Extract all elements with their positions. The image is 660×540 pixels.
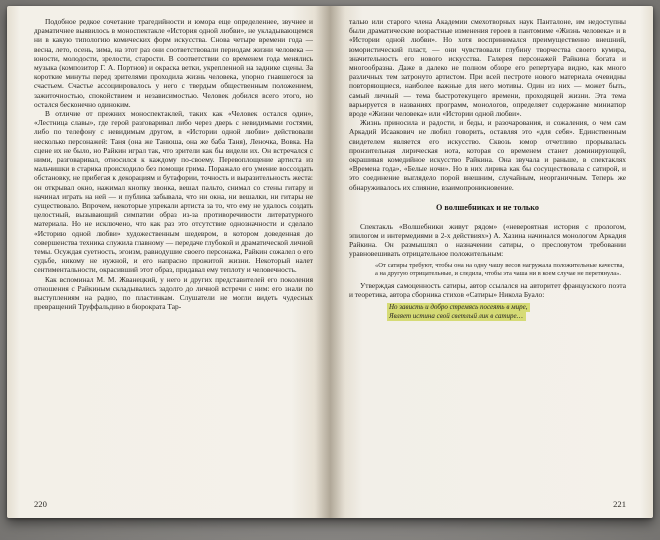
paragraph: талью или старого члена Академии смехотворных наук Панталоне, им недоступны были драматические возрастные изменения героев в пантомиме «Жизнь человека» и в «Истории одной любви». Но хотя воспринимался преимущественно внешний, юмористический пласт, — они чувствовали глубину творчества своего кумира, значительность его нового искусства. Галерея персонажей Райкина богата и многообразна. Даже в далеко не полном обзоре его репертуара видно, как много различных тем затронуто артистом. При всей пестроте нового материала очевидны повторяющиеся, наиболее важные для него мотивы. Один из них — может быть, самый личный — тема быстротекущего времени, проходящей жизни. Эта тема варьируется в названиях программ, монологов, определяет содержание миниатюр вроде «Жизни человека» или «Истории одной любви». bbox=[349, 17, 626, 119]
paragraph: Подобное редкое сочетание трагедийности и юмора еще определеннее, звучнее и драматичнее выявилось в моноспектакле «История одной любви», не укладывающемся ни в какую типологию комических форм искусства. Снова четыре времени года — весна, лето, осень, зима, на этот раз они соответствовали периодам жизни человека — юности, молодости, зрелости, старости. В соответствии со временем года менялись музыка (композитор Г. А. Портнов) и окраска ветки, укрепленной на заднике сцены. За короткие минуты перед зрителями проходила жизнь человека, упорно гнавшегося за счастьем. Счастье ассоциировалось у него с твердым общественным положением, зажиточностью, спокойствием и независимостью. Человек добился всего этого, но остался бесконечно одиноким. bbox=[34, 17, 313, 109]
right-page-text-block bbox=[349, 17, 626, 492]
verse-line: Но зависть и добро стремясь посеять в мире, bbox=[387, 303, 530, 312]
verse-line: Являет истина свой светлый лик в сатире… bbox=[387, 312, 526, 321]
paragraph: В отличие от прежних моноспектаклей, таких как «Человек остался один», «Лестница славы», где герой разговаривал либо через дверь с невидимыми гостями, либо по телефону с невидимым другом, в «Истории одной любви» действовали несколько персонажей: Таня (она же Танюша, она же баба Таня), Леночка, Вовка. На сцене их не было, но Райкин играл так, что зрители как бы видели их. Он встречался с ними, разговаривал, относился к каждому по-своему. Перевоплощение артиста из мальчишки в старика происходило без помощи грима. Поражало его умение воссоздать обстановку, не прибегая к декорациям и бутафории, точность и выразительность жеста: он открывал окно, нажимал кнопку звонка, вешал пальто, снимал со стены гитару и начинал играть на ней — и публика забывала, что ни окна, ни вешалки, ни гитары не существовало. Впрочем, некоторые упрекали артиста за то, что ему не удалось создать целостный, вызывающий симпатии образ из-за противоречивости литературного материала. Но не исключено, что как раз это отсутствие однозначности и сделало «Историю одной любви» художественным шедевром, в котором доведенная до совершенства техника служила главному — передаче глубокой и драматической личной темы. Осуждая суетность, эгоизм, равнодушие своего персонажа, Райкин сожалел о его судьбе, никому не нужной, и его напрасно прожитой жизни. Некоторый налет сентиментальности, окрасивший этот образ, придавал ему теплоту и человечность. bbox=[34, 109, 313, 275]
paragraph: Жизнь приносила и радости, и беды, и разочарования, и сожаления, о чем сам Аркадий Исаакович не любил говорить, оставляя это «для себя». Единственным свидетелем является его искусство. Сквозь юмор отчетливо прорывалась пронзительная лирическая нота, которая со временем станет доминирующей, окрашивая комедийное искусство Райкина. Она звучала и раньше, в спектаклях «Времена года», «Белые ночи». Но в них лирика как бы сосуществовала с сатирой, и это соединение выглядело порой внешним, случайным, неорганичным. Теперь же обнаруживалось их слияние, взаимопроникновение. bbox=[349, 118, 626, 192]
left-page-text-block bbox=[34, 17, 313, 492]
right-page bbox=[330, 6, 653, 518]
block-quote: «От сатиры требуют, чтобы она на одну чашу весов нагружала положительные качества, а на другую отрицательные, и следила, чтобы эта чаша ни в коем случае не перетянула». bbox=[375, 261, 624, 277]
page-number-right: 221 bbox=[613, 499, 626, 509]
book-spread bbox=[7, 6, 653, 518]
verse-quote bbox=[387, 303, 626, 322]
left-page bbox=[7, 6, 330, 518]
paragraph: Спектакль «Волшебники живут рядом» («невероятная история с прологом, эпилогом и интермедиями в 2-х действиях») А. Хазина начинался монологом Аркадия Райкина. Он размышлял о назначении сатиры, о пресловутом требовании уравновешивать отрицательное положительным: bbox=[349, 221, 626, 259]
paragraph: Утверждая самоценность сатиры, автор ссылался на авторитет французского поэта и теоретика, автора сборника стихов «Сатиры» Никола Буало: bbox=[349, 280, 626, 299]
section-heading: О волшебниках и не только bbox=[436, 202, 539, 212]
page-number-left: 220 bbox=[34, 499, 47, 509]
paragraph: Как вспоминал М. М. Жванецкий, у него и других представителей его поколения отношения с Райкиным складывались задолго до личной встречи с ним: его знали по выступлениям на радио, по пластинкам. Слушатели не могли видеть чудесных превращений Труффальдино в бюрократа Тар- bbox=[34, 274, 313, 312]
